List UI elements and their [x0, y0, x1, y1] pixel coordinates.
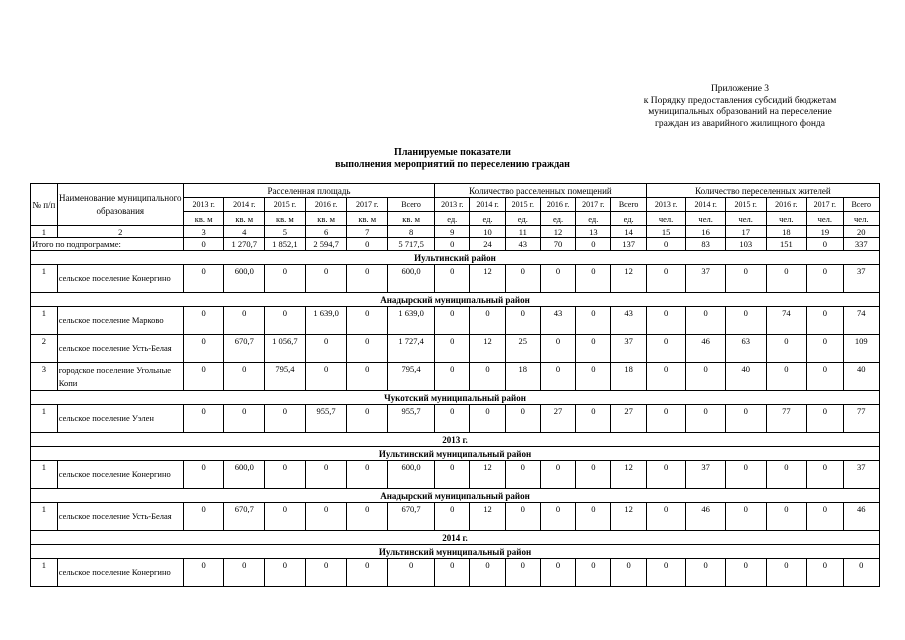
- row-value: 0: [576, 363, 611, 391]
- column-number: 9: [435, 226, 470, 238]
- row-value: 0: [686, 363, 726, 391]
- row-value: 0: [435, 503, 470, 531]
- row-value: 0: [347, 335, 388, 363]
- header-unit: ед.: [505, 212, 540, 226]
- row-value: 46: [843, 503, 880, 531]
- section-row: [31, 531, 880, 545]
- row-value: 0: [265, 265, 306, 293]
- header-year: 2014 г.: [470, 198, 505, 212]
- row-value: 0: [505, 405, 540, 433]
- title-line: Планируемые показатели: [394, 147, 511, 158]
- total-value: 337: [843, 238, 880, 251]
- row-value: 0: [435, 363, 470, 391]
- column-number: 5: [265, 226, 306, 238]
- row-value: 63: [725, 335, 766, 363]
- header-num: № п/п: [31, 184, 58, 226]
- row-value: 1 056,7: [265, 335, 306, 363]
- total-value: 43: [505, 238, 540, 251]
- header-year: 2013 г.: [435, 198, 470, 212]
- row-value: 795,4: [265, 363, 306, 391]
- row-value: 0: [388, 559, 435, 587]
- column-number: 13: [576, 226, 611, 238]
- section-title: Анадырский муниципальный район: [31, 489, 880, 503]
- row-value: 40: [843, 363, 880, 391]
- municipality-name: сельское поселение Марково: [57, 307, 183, 335]
- row-value: 37: [843, 265, 880, 293]
- total-value: 137: [611, 238, 646, 251]
- header-unit: ед.: [540, 212, 575, 226]
- header-unit: кв. м: [305, 212, 347, 226]
- row-value: 0: [183, 265, 224, 293]
- column-number: 3: [183, 226, 224, 238]
- municipality-name: сельское поселение Конергино: [57, 559, 183, 587]
- column-number: 14: [611, 226, 646, 238]
- total-value: 24: [470, 238, 505, 251]
- column-number: 17: [725, 226, 766, 238]
- section-title: Анадырский муниципальный район: [31, 293, 880, 307]
- header-unit: чел.: [807, 212, 843, 226]
- row-value: 0: [305, 265, 347, 293]
- row-value: 600,0: [224, 265, 265, 293]
- row-value: 0: [646, 559, 686, 587]
- header-year: 2017 г.: [807, 198, 843, 212]
- total-value: 0: [576, 238, 611, 251]
- row-value: 0: [807, 405, 843, 433]
- column-number: 19: [807, 226, 843, 238]
- header-unit: ед.: [611, 212, 646, 226]
- row-value: 109: [843, 335, 880, 363]
- row-value: 0: [505, 503, 540, 531]
- row-value: 600,0: [224, 461, 265, 489]
- header-unit: ед.: [470, 212, 505, 226]
- section-title: Иультинский муниципальный район: [31, 545, 880, 559]
- row-value: 0: [435, 559, 470, 587]
- row-value: 0: [807, 559, 843, 587]
- header-unit: чел.: [766, 212, 807, 226]
- row-value: 0: [807, 307, 843, 335]
- section-title: Иультинский район: [31, 251, 880, 265]
- row-value: 12: [470, 503, 505, 531]
- column-number: 2: [57, 226, 183, 238]
- row-value: 0: [435, 405, 470, 433]
- row-value: 27: [540, 405, 575, 433]
- row-value: 27: [611, 405, 646, 433]
- total-value: 0: [435, 238, 470, 251]
- municipality-name: городское поселение Угольные Копи: [57, 363, 183, 391]
- appendix-line: к Порядку предоставления субсидий бюджетам: [643, 95, 837, 106]
- row-value: 0: [576, 307, 611, 335]
- row-value: 0: [347, 503, 388, 531]
- header-year: 2013 г.: [183, 198, 224, 212]
- row-value: 0: [183, 559, 224, 587]
- header-unit: ед.: [576, 212, 611, 226]
- row-value: 0: [540, 461, 575, 489]
- column-number: 11: [505, 226, 540, 238]
- section-title: 2013 г.: [31, 433, 880, 447]
- row-value: 0: [686, 559, 726, 587]
- row-value: 1 727,4: [388, 335, 435, 363]
- header-year: 2017 г.: [347, 198, 388, 212]
- column-number: 7: [347, 226, 388, 238]
- row-value: 0: [686, 307, 726, 335]
- row-value: 0: [347, 405, 388, 433]
- row-value: 0: [611, 559, 646, 587]
- column-number: 16: [686, 226, 726, 238]
- title-line: выполнения мероприятий по переселению граждан: [335, 158, 570, 170]
- section-row: [31, 545, 880, 559]
- row-value: 77: [766, 405, 807, 433]
- total-value: 70: [540, 238, 575, 251]
- row-value: 0: [807, 503, 843, 531]
- row-value: 670,7: [388, 503, 435, 531]
- header-unit: чел.: [646, 212, 686, 226]
- section-title: Иультинский муниципальный район: [31, 447, 880, 461]
- row-number: 3: [31, 363, 58, 391]
- row-value: 0: [646, 265, 686, 293]
- row-value: 0: [470, 405, 505, 433]
- row-value: 0: [183, 461, 224, 489]
- row-value: 0: [470, 363, 505, 391]
- row-value: 0: [305, 559, 347, 587]
- row-value: 12: [611, 461, 646, 489]
- row-value: 0: [766, 363, 807, 391]
- header-year: 2016 г.: [540, 198, 575, 212]
- row-value: 0: [766, 265, 807, 293]
- row-value: 670,7: [224, 503, 265, 531]
- table-row: [31, 559, 880, 587]
- row-value: 0: [183, 307, 224, 335]
- row-value: 0: [305, 335, 347, 363]
- row-value: 670,7: [224, 335, 265, 363]
- header-name: Наименование муниципального образования: [57, 184, 183, 226]
- row-value: 600,0: [388, 461, 435, 489]
- row-value: 0: [505, 307, 540, 335]
- column-number: 8: [388, 226, 435, 238]
- total-value: 5 717,5: [388, 238, 435, 251]
- table-row: [31, 363, 880, 391]
- column-number: 4: [224, 226, 265, 238]
- row-value: 12: [470, 265, 505, 293]
- row-value: 12: [611, 503, 646, 531]
- column-number: 6: [305, 226, 347, 238]
- section-row: [31, 489, 880, 503]
- section-title: Чукотский муниципальный район: [31, 391, 880, 405]
- header-group-rooms: Количество расселенных помещений: [435, 184, 647, 198]
- row-value: 0: [347, 265, 388, 293]
- total-value: 0: [807, 238, 843, 251]
- row-value: 0: [183, 503, 224, 531]
- header-year: 2014 г.: [686, 198, 726, 212]
- municipality-name: сельское поселение Конергино: [57, 461, 183, 489]
- row-value: 0: [576, 405, 611, 433]
- row-value: 0: [725, 503, 766, 531]
- row-value: 795,4: [388, 363, 435, 391]
- total-value: 0: [646, 238, 686, 251]
- row-value: 0: [183, 335, 224, 363]
- row-value: 12: [470, 335, 505, 363]
- row-value: 0: [576, 461, 611, 489]
- row-value: 0: [470, 559, 505, 587]
- column-number: 20: [843, 226, 880, 238]
- row-value: 0: [646, 461, 686, 489]
- header-unit: кв. м: [183, 212, 224, 226]
- section-row: [31, 293, 880, 307]
- row-value: 0: [646, 307, 686, 335]
- municipality-name: сельское поселение Усть-Белая: [57, 503, 183, 531]
- document-title: [0, 147, 905, 170]
- row-value: 0: [265, 559, 306, 587]
- total-value: 2 594,7: [305, 238, 347, 251]
- header-year: Всего: [611, 198, 646, 212]
- row-value: 600,0: [388, 265, 435, 293]
- section-row: [31, 251, 880, 265]
- row-value: 955,7: [305, 405, 347, 433]
- total-value: 103: [725, 238, 766, 251]
- header-year: Всего: [388, 198, 435, 212]
- row-value: 12: [470, 461, 505, 489]
- row-value: 74: [766, 307, 807, 335]
- column-number: 15: [646, 226, 686, 238]
- row-value: 0: [540, 265, 575, 293]
- section-row: [31, 433, 880, 447]
- row-value: 0: [807, 461, 843, 489]
- header-unit: чел.: [843, 212, 880, 226]
- row-value: 74: [843, 307, 880, 335]
- row-value: 37: [686, 461, 726, 489]
- row-number: 1: [31, 307, 58, 335]
- total-value: 151: [766, 238, 807, 251]
- table-row: [31, 461, 880, 489]
- row-value: 0: [305, 503, 347, 531]
- row-value: 0: [224, 559, 265, 587]
- row-value: 0: [766, 335, 807, 363]
- row-value: 12: [611, 265, 646, 293]
- row-number: 1: [31, 405, 58, 433]
- row-value: 0: [725, 265, 766, 293]
- row-value: 46: [686, 335, 726, 363]
- indicators-table: [30, 183, 880, 587]
- row-number: 2: [31, 335, 58, 363]
- row-value: 18: [505, 363, 540, 391]
- row-value: 0: [540, 335, 575, 363]
- row-value: 0: [435, 335, 470, 363]
- row-value: 0: [470, 307, 505, 335]
- row-value: 43: [611, 307, 646, 335]
- row-value: 0: [505, 461, 540, 489]
- row-value: 0: [576, 335, 611, 363]
- row-value: 0: [305, 461, 347, 489]
- row-value: 1 639,0: [305, 307, 347, 335]
- row-value: 0: [843, 559, 880, 587]
- column-number: 12: [540, 226, 575, 238]
- column-number: 18: [766, 226, 807, 238]
- section-row: [31, 391, 880, 405]
- row-value: 0: [183, 363, 224, 391]
- header-unit: чел.: [725, 212, 766, 226]
- row-value: 0: [224, 363, 265, 391]
- total-value: 1 852,1: [265, 238, 306, 251]
- row-value: 0: [807, 265, 843, 293]
- municipality-name: сельское поселение Уэлен: [57, 405, 183, 433]
- row-value: 37: [686, 265, 726, 293]
- row-value: 0: [646, 335, 686, 363]
- header-year: 2016 г.: [766, 198, 807, 212]
- row-value: 0: [435, 461, 470, 489]
- table-row: [31, 405, 880, 433]
- header-year: 2016 г.: [305, 198, 347, 212]
- row-value: 0: [347, 307, 388, 335]
- row-value: 43: [540, 307, 575, 335]
- row-value: 37: [611, 335, 646, 363]
- header-unit: чел.: [686, 212, 726, 226]
- row-value: 0: [725, 559, 766, 587]
- row-value: 0: [725, 405, 766, 433]
- header-year: Всего: [843, 198, 880, 212]
- row-value: 0: [505, 559, 540, 587]
- row-number: 1: [31, 559, 58, 587]
- row-value: 955,7: [388, 405, 435, 433]
- total-value: 0: [183, 238, 224, 251]
- section-row: [31, 447, 880, 461]
- row-value: 0: [224, 307, 265, 335]
- header-unit: кв. м: [224, 212, 265, 226]
- row-number: 1: [31, 461, 58, 489]
- row-value: 0: [766, 461, 807, 489]
- row-value: 0: [766, 503, 807, 531]
- row-value: 0: [540, 503, 575, 531]
- municipality-name: сельское поселение Конергино: [57, 265, 183, 293]
- row-value: 37: [843, 461, 880, 489]
- table-row: [31, 307, 880, 335]
- row-value: 0: [435, 265, 470, 293]
- row-value: 25: [505, 335, 540, 363]
- row-value: 0: [540, 363, 575, 391]
- appendix-note: [575, 84, 905, 130]
- row-value: 0: [305, 363, 347, 391]
- row-value: 0: [766, 559, 807, 587]
- row-value: 40: [725, 363, 766, 391]
- row-value: 0: [646, 503, 686, 531]
- row-number: 1: [31, 503, 58, 531]
- row-value: 0: [576, 503, 611, 531]
- header-group-area: Расселенная площадь: [183, 184, 434, 198]
- table-row: [31, 503, 880, 531]
- row-value: 18: [611, 363, 646, 391]
- row-value: 0: [686, 405, 726, 433]
- total-value: 83: [686, 238, 726, 251]
- appendix-line: муниципальных образований на переселение: [648, 107, 832, 117]
- column-number: 1: [31, 226, 58, 238]
- row-value: 46: [686, 503, 726, 531]
- row-value: 1 639,0: [388, 307, 435, 335]
- row-value: 0: [646, 405, 686, 433]
- total-label: Итого по подпрограмме:: [31, 238, 184, 251]
- column-number: 10: [470, 226, 505, 238]
- row-value: 0: [347, 461, 388, 489]
- table-row: [31, 335, 880, 363]
- section-title: 2014 г.: [31, 531, 880, 545]
- header-year: 2013 г.: [646, 198, 686, 212]
- row-value: 0: [265, 461, 306, 489]
- row-value: 0: [540, 559, 575, 587]
- municipality-name: сельское поселение Усть-Белая: [57, 335, 183, 363]
- row-value: 77: [843, 405, 880, 433]
- row-number: 1: [31, 265, 58, 293]
- header-year: 2015 г.: [265, 198, 306, 212]
- appendix-line: граждан из аварийного жилищного фонда: [655, 118, 825, 129]
- header-year: 2017 г.: [576, 198, 611, 212]
- row-value: 0: [183, 405, 224, 433]
- row-value: 0: [435, 307, 470, 335]
- row-value: 0: [347, 363, 388, 391]
- appendix-line: Приложение 3: [710, 84, 770, 94]
- row-value: 0: [725, 461, 766, 489]
- row-value: 0: [224, 405, 265, 433]
- header-unit: кв. м: [388, 212, 435, 226]
- table-row: [31, 265, 880, 293]
- row-value: 0: [265, 307, 306, 335]
- row-value: 0: [576, 265, 611, 293]
- row-value: 0: [265, 503, 306, 531]
- total-value: 1 270,7: [224, 238, 265, 251]
- total-value: 0: [347, 238, 388, 251]
- row-value: 0: [505, 265, 540, 293]
- row-value: 0: [646, 363, 686, 391]
- row-value: 0: [807, 335, 843, 363]
- row-value: 0: [576, 559, 611, 587]
- row-value: 0: [347, 559, 388, 587]
- header-year: 2015 г.: [505, 198, 540, 212]
- header-unit: ед.: [435, 212, 470, 226]
- header-unit: кв. м: [347, 212, 388, 226]
- row-value: 0: [807, 363, 843, 391]
- row-value: 0: [725, 307, 766, 335]
- header-unit: кв. м: [265, 212, 306, 226]
- header-year: 2015 г.: [725, 198, 766, 212]
- row-value: 0: [265, 405, 306, 433]
- header-year: 2014 г.: [224, 198, 265, 212]
- header-group-people: Количество переселенных жителей: [646, 184, 879, 198]
